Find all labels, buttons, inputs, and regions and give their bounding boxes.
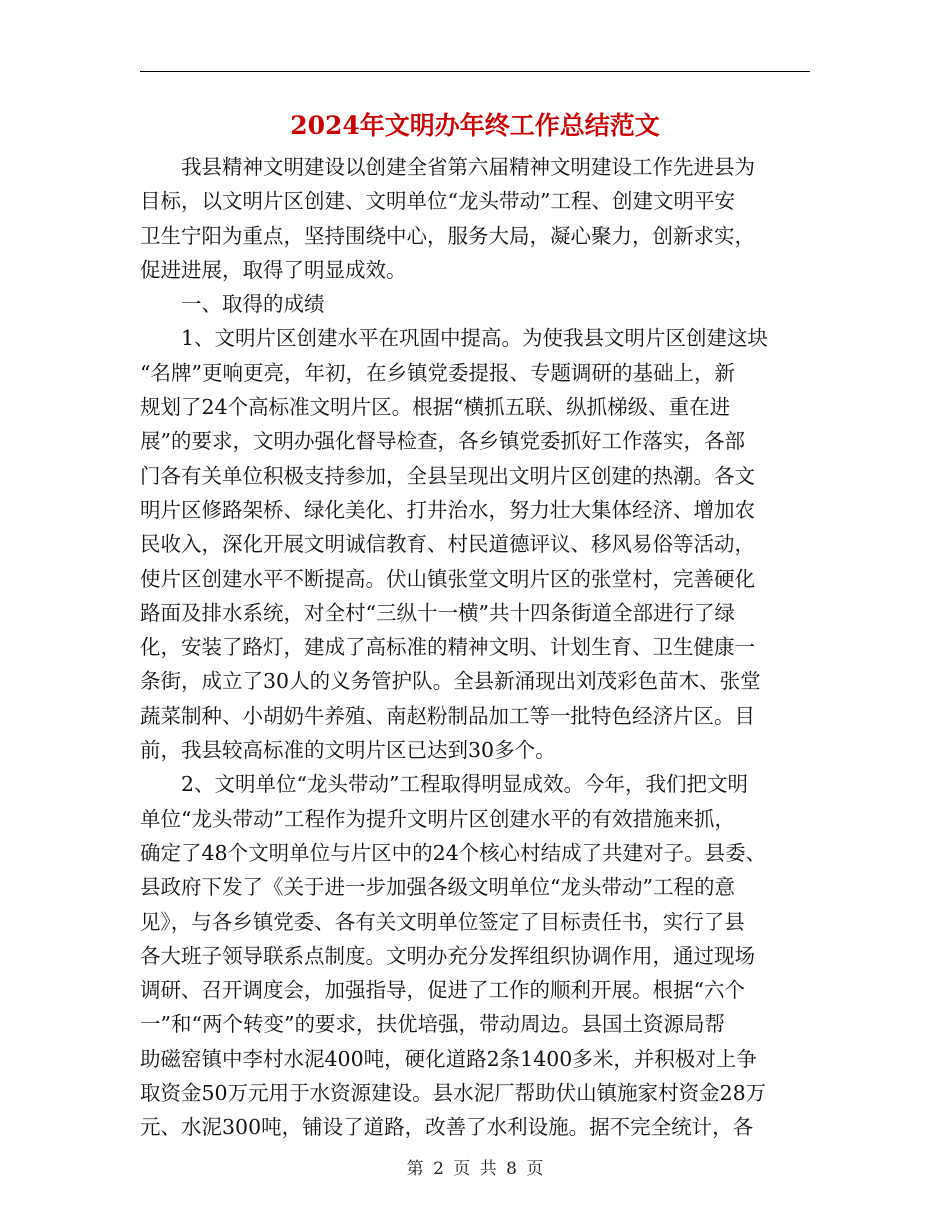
text-line: 蔬菜制种、小胡奶牛养殖、南赵粉制品加工等一批特色经济片区。目 bbox=[140, 703, 755, 728]
text-line: 见》，与各乡镇党委、各有关文明单位签定了目标责任书，实行了县 bbox=[140, 909, 745, 934]
text-line: 确定了48个文明单位与片区中的24个核心村结成了共建对子。县委、 bbox=[140, 840, 767, 865]
text-line: 促进进展，取得了明显成效。 bbox=[140, 257, 407, 282]
text-line: 明片区修路架桥、绿化美化、打井治水，努力壮大集体经济、增加农 bbox=[140, 497, 755, 522]
text-line: 目标，以文明片区创建、文明单位“龙头带动”工程、创建文明平安 bbox=[140, 189, 735, 214]
document-body bbox=[140, 150, 800, 1145]
page-footer: 第 2 页 共 8 页 bbox=[406, 1159, 544, 1179]
text-line: 1、文明片区创建水平在巩固中提高。为使我县文明片区创建这块 bbox=[140, 326, 769, 351]
text-line: 我县精神文明建设以创建全省第六届精神文明建设工作先进县为 bbox=[140, 155, 755, 179]
text-line: 一”和“两个转变”的要求，扶优培强，带动周边。县国土资源局帮 bbox=[140, 1012, 725, 1037]
text-line: 展”的要求，文明办强化督导检查，各乡镇党委抓好工作落实，各部 bbox=[140, 429, 745, 454]
text-line: 使片区创建水平不断提高。伏山镇张堂文明片区的张堂村，完善硬化 bbox=[140, 566, 755, 591]
text-line: 取资金50万元用于水资源建设。县水泥厂帮助伏山镇施家村资金28万 bbox=[140, 1081, 767, 1106]
text-line: 调研、召开调度会，加强指导，促进了工作的顺利开展。根据“六个 bbox=[140, 978, 745, 1003]
document-title: 2024年文明办年终工作总结范文 bbox=[290, 111, 660, 140]
text-line: 助磁窑镇中李村水泥400吨，硬化道路2条1400多米，并积极对上争 bbox=[140, 1046, 757, 1071]
text-line: 2、文明单位“龙头带动”工程取得明显成效。今年，我们把文明 bbox=[140, 772, 749, 797]
text-line: 路面及排水系统，对全村“三纵十一横”共十四条街道全部进行了绿 bbox=[140, 600, 735, 625]
text-line: 民收入，深化开展文明诚信教育、村民道德评议、移风易俗等活动， bbox=[140, 532, 755, 557]
text-line: 元、水泥300吨，铺设了道路，改善了水利设施。据不完全统计，各 bbox=[140, 1115, 754, 1140]
text-line: 各大班子领导联系点制度。文明办充分发挥组织协调作用，通过现场 bbox=[140, 943, 755, 968]
text-line: 卫生宁阳为重点，坚持围绕中心，服务大局，凝心聚力，创新求实， bbox=[140, 223, 755, 248]
text-line: 门各有关单位积极支持参加，全县呈现出文明片区创建的热潮。各文 bbox=[140, 463, 755, 488]
text-line: 单位“龙头带动”工程作为提升文明片区创建水平的有效措施来抓， bbox=[140, 806, 735, 831]
text-line: 规划了24个高标准文明片区。根据“横抓五联、纵抓梯级、重在进 bbox=[140, 395, 731, 420]
text-line: 县政府下发了《关于进一步加强各级文明单位“龙头带动”工程的意 bbox=[140, 875, 735, 900]
header-rule bbox=[140, 71, 810, 72]
text-line: 化，安装了路灯，建成了高标准的精神文明、计划生育、卫生健康一 bbox=[140, 635, 755, 660]
text-line: 条街，成立了30人的义务管护队。全县新涌现出刘茂彩色苗木、张堂 bbox=[140, 669, 761, 694]
text-line: “名牌”更响更亮，年初，在乡镇党委提报、专题调研的基础上，新 bbox=[140, 360, 735, 385]
text-line: 前，我县较高标准的文明片区已达到30多个。 bbox=[140, 738, 556, 763]
text-line: 一、取得的成绩 bbox=[140, 292, 325, 317]
